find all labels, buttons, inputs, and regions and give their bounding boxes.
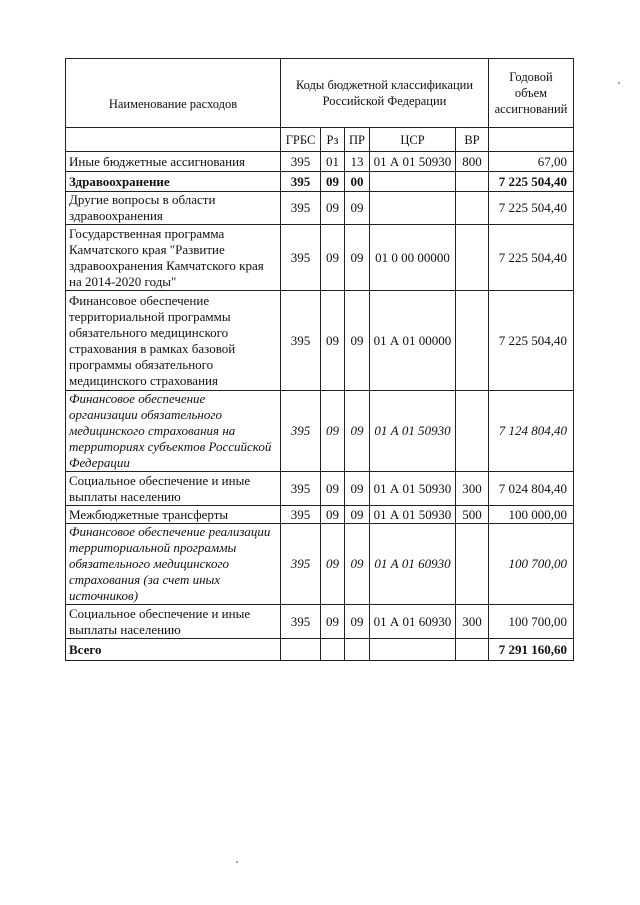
row-name: Иные бюджетные ассигнования — [66, 152, 281, 172]
row-grbs: 395 — [281, 506, 321, 524]
row-name: Финансовое обеспечение организации обязательного медицинского страхования на территориях субъектов Российской Федерации — [66, 391, 281, 472]
row-grbs: 395 — [281, 524, 321, 605]
row-csr: 01 0 00 00000 — [370, 225, 456, 291]
row-rz: 01 — [321, 152, 345, 172]
row-csr: 01 А 01 60930 — [370, 605, 456, 639]
row-vr — [456, 391, 489, 472]
row-grbs: 395 — [281, 605, 321, 639]
row-pr: 09 — [345, 291, 370, 391]
row-grbs: 395 — [281, 172, 321, 192]
row-csr — [370, 192, 456, 225]
total-empty-cell — [370, 639, 456, 661]
row-grbs: 395 — [281, 192, 321, 225]
row-pr: 09 — [345, 192, 370, 225]
row-amount: 7 225 504,40 — [489, 192, 574, 225]
row-pr: 13 — [345, 152, 370, 172]
row-csr — [370, 172, 456, 192]
row-vr — [456, 291, 489, 391]
row-name: Здравоохранение — [66, 172, 281, 192]
total-row — [66, 639, 574, 661]
row-amount: 7 225 504,40 — [489, 172, 574, 192]
row-amount: 67,00 — [489, 152, 574, 172]
header-col-vr: ВР — [456, 128, 489, 152]
budget-allocation-table — [65, 58, 574, 661]
scan-speck — [618, 82, 620, 84]
table-row — [66, 391, 574, 472]
row-rz: 09 — [321, 391, 345, 472]
row-pr: 09 — [345, 391, 370, 472]
row-csr: 01 А 01 00000 — [370, 291, 456, 391]
header-col-csr: ЦСР — [370, 128, 456, 152]
row-amount: 100 000,00 — [489, 506, 574, 524]
header-name-col: Наименование расходов — [66, 59, 281, 128]
row-vr — [456, 172, 489, 192]
row-vr — [456, 225, 489, 291]
row-csr: 01 А 01 60930 — [370, 524, 456, 605]
total-amount: 7 291 160,60 — [489, 639, 574, 661]
row-csr: 01 А 01 50930 — [370, 506, 456, 524]
header-col-pr: ПР — [345, 128, 370, 152]
row-pr: 09 — [345, 506, 370, 524]
header-name-empty — [66, 128, 281, 152]
row-vr: 300 — [456, 472, 489, 506]
header-col-grbs: ГРБС — [281, 128, 321, 152]
total-empty-cell — [281, 639, 321, 661]
row-rz: 09 — [321, 472, 345, 506]
row-rz: 09 — [321, 225, 345, 291]
row-grbs: 395 — [281, 225, 321, 291]
total-empty-cell — [345, 639, 370, 661]
header-amount-col: Годовой объем ассигнований — [489, 59, 574, 128]
table-row — [66, 225, 574, 291]
row-amount: 100 700,00 — [489, 605, 574, 639]
row-name: Социальное обеспечение и иные выплаты населению — [66, 472, 281, 506]
table-row — [66, 524, 574, 605]
row-pr: 09 — [345, 472, 370, 506]
header-row-codes — [66, 128, 574, 152]
total-empty-cell — [456, 639, 489, 661]
row-amount: 7 225 504,40 — [489, 225, 574, 291]
header-row-top — [66, 59, 574, 128]
row-name: Финансовое обеспечение территориальной программы обязательного медицинского страхования в рамках базовой программы обязательного медицинского страхования — [66, 291, 281, 391]
row-vr — [456, 192, 489, 225]
table-row — [66, 192, 574, 225]
row-grbs: 395 — [281, 472, 321, 506]
row-vr: 800 — [456, 152, 489, 172]
row-amount: 7 124 804,40 — [489, 391, 574, 472]
row-grbs: 395 — [281, 291, 321, 391]
row-vr: 500 — [456, 506, 489, 524]
row-amount: 7 024 804,40 — [489, 472, 574, 506]
row-vr: 300 — [456, 605, 489, 639]
row-name: Государственная программа Камчатского края "Развитие здравоохранения Камчатского края на 2014-2020 годы" — [66, 225, 281, 291]
row-csr: 01 А 01 50930 — [370, 391, 456, 472]
table-row — [66, 472, 574, 506]
table-row — [66, 291, 574, 391]
table-row — [66, 506, 574, 524]
row-pr: 09 — [345, 225, 370, 291]
table-row — [66, 172, 574, 192]
row-rz: 09 — [321, 172, 345, 192]
header-amount-empty — [489, 128, 574, 152]
scan-speck — [236, 861, 238, 863]
row-grbs: 395 — [281, 152, 321, 172]
row-pr: 09 — [345, 524, 370, 605]
row-amount: 7 225 504,40 — [489, 291, 574, 391]
row-name: Финансовое обеспечение реализации территориальной программы обязательного медицинского страхования (за счет иных источников) — [66, 524, 281, 605]
row-amount: 100 700,00 — [489, 524, 574, 605]
total-empty-cell — [321, 639, 345, 661]
row-rz: 09 — [321, 192, 345, 225]
row-pr: 09 — [345, 605, 370, 639]
row-grbs: 395 — [281, 391, 321, 472]
row-name: Межбюджетные трансферты — [66, 506, 281, 524]
row-rz: 09 — [321, 291, 345, 391]
row-pr: 00 — [345, 172, 370, 192]
row-csr: 01 А 01 50930 — [370, 152, 456, 172]
total-label: Всего — [66, 639, 281, 661]
row-rz: 09 — [321, 524, 345, 605]
row-vr — [456, 524, 489, 605]
row-name: Социальное обеспечение и иные выплаты населению — [66, 605, 281, 639]
table-row — [66, 605, 574, 639]
row-rz: 09 — [321, 605, 345, 639]
row-rz: 09 — [321, 506, 345, 524]
row-name: Другие вопросы в области здравоохранения — [66, 192, 281, 225]
header-codes-group: Коды бюджетной классификации Российской Федерации — [281, 59, 489, 128]
header-col-rz: Рз — [321, 128, 345, 152]
table-row — [66, 152, 574, 172]
row-csr: 01 А 01 50930 — [370, 472, 456, 506]
